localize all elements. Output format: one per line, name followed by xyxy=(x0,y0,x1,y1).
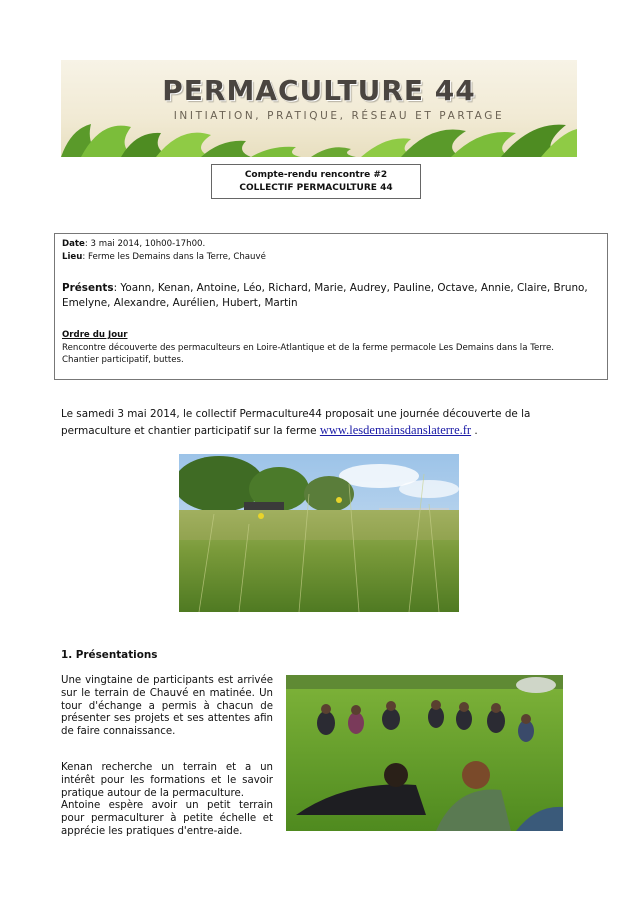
lieu-line xyxy=(62,251,600,264)
antoine-text: Antoine espère avoir un petit terrain pour permaculturer à petite échelle et apprécie les pratiques d'entre-aide. xyxy=(61,800,273,837)
intro-end: . xyxy=(471,425,478,437)
participants-paragraph xyxy=(61,762,273,839)
date-line xyxy=(62,238,600,251)
agenda-title: Ordre du Jour xyxy=(62,330,128,340)
presentations-paragraph: Une vingtaine de participants est arrivée sur le terrain de Chauvé en matinée. Un tour d'échange a permis à chacun de présenter ses projets et ses attentes afin de faire connaissance. xyxy=(61,675,273,738)
field-photo xyxy=(179,454,459,612)
presents-value: : Yoann, Kenan, Antoine, Léo, Richard, Marie, Audrey, Pauline, Octave, Annie, Claire, Bruno, Emelyne, Alexandre, Aurélien, Hubert, Martin xyxy=(62,282,588,309)
report-title-box xyxy=(211,164,421,199)
banner-title: PERMACULTURE 44 xyxy=(162,74,476,107)
agenda-line: Chantier participatif, buttes. xyxy=(62,355,184,365)
intro-text: Le samedi 3 mai 2014, le collectif Permaculture44 proposait une journée découverte de la permaculture et chantier participatif sur la ferme xyxy=(61,408,531,437)
section-title: 1. Présentations xyxy=(61,649,158,661)
agenda-line: Rencontre découverte des permaculteurs en Loire-Atlantique et de la ferme permacole Les Demains dans la Terre. xyxy=(62,342,555,353)
group-photo xyxy=(286,675,563,831)
report-title-line2: COLLECTIF PERMACULTURE 44 xyxy=(239,183,393,193)
date-label: Date xyxy=(62,239,85,249)
intro-paragraph xyxy=(61,406,591,439)
lieu-label: Lieu xyxy=(62,251,83,262)
farm-website-link[interactable]: www.lesdemainsdanslaterre.fr xyxy=(319,423,472,437)
agenda xyxy=(62,329,600,367)
kenan-text: Kenan recherche un terrain et a un intérêt pour les formations et le savoir pratique autour de la permaculture. xyxy=(61,762,273,799)
meeting-info-box xyxy=(54,233,608,380)
banner-subtitle: INITIATION, PRATIQUE, RÉSEAU ET PARTAGE xyxy=(173,110,505,122)
leaves-decoration xyxy=(61,119,577,157)
date-value: : 3 mai 2014, 10h00-17h00. xyxy=(84,239,206,249)
presents-line xyxy=(62,281,600,311)
report-title-line1: Compte-rendu rencontre #2 xyxy=(244,170,388,180)
header-banner xyxy=(61,60,577,157)
lieu-value: : Ferme les Demains dans la Terre, Chauvé xyxy=(82,251,266,262)
presents-label: Présents xyxy=(62,282,114,294)
